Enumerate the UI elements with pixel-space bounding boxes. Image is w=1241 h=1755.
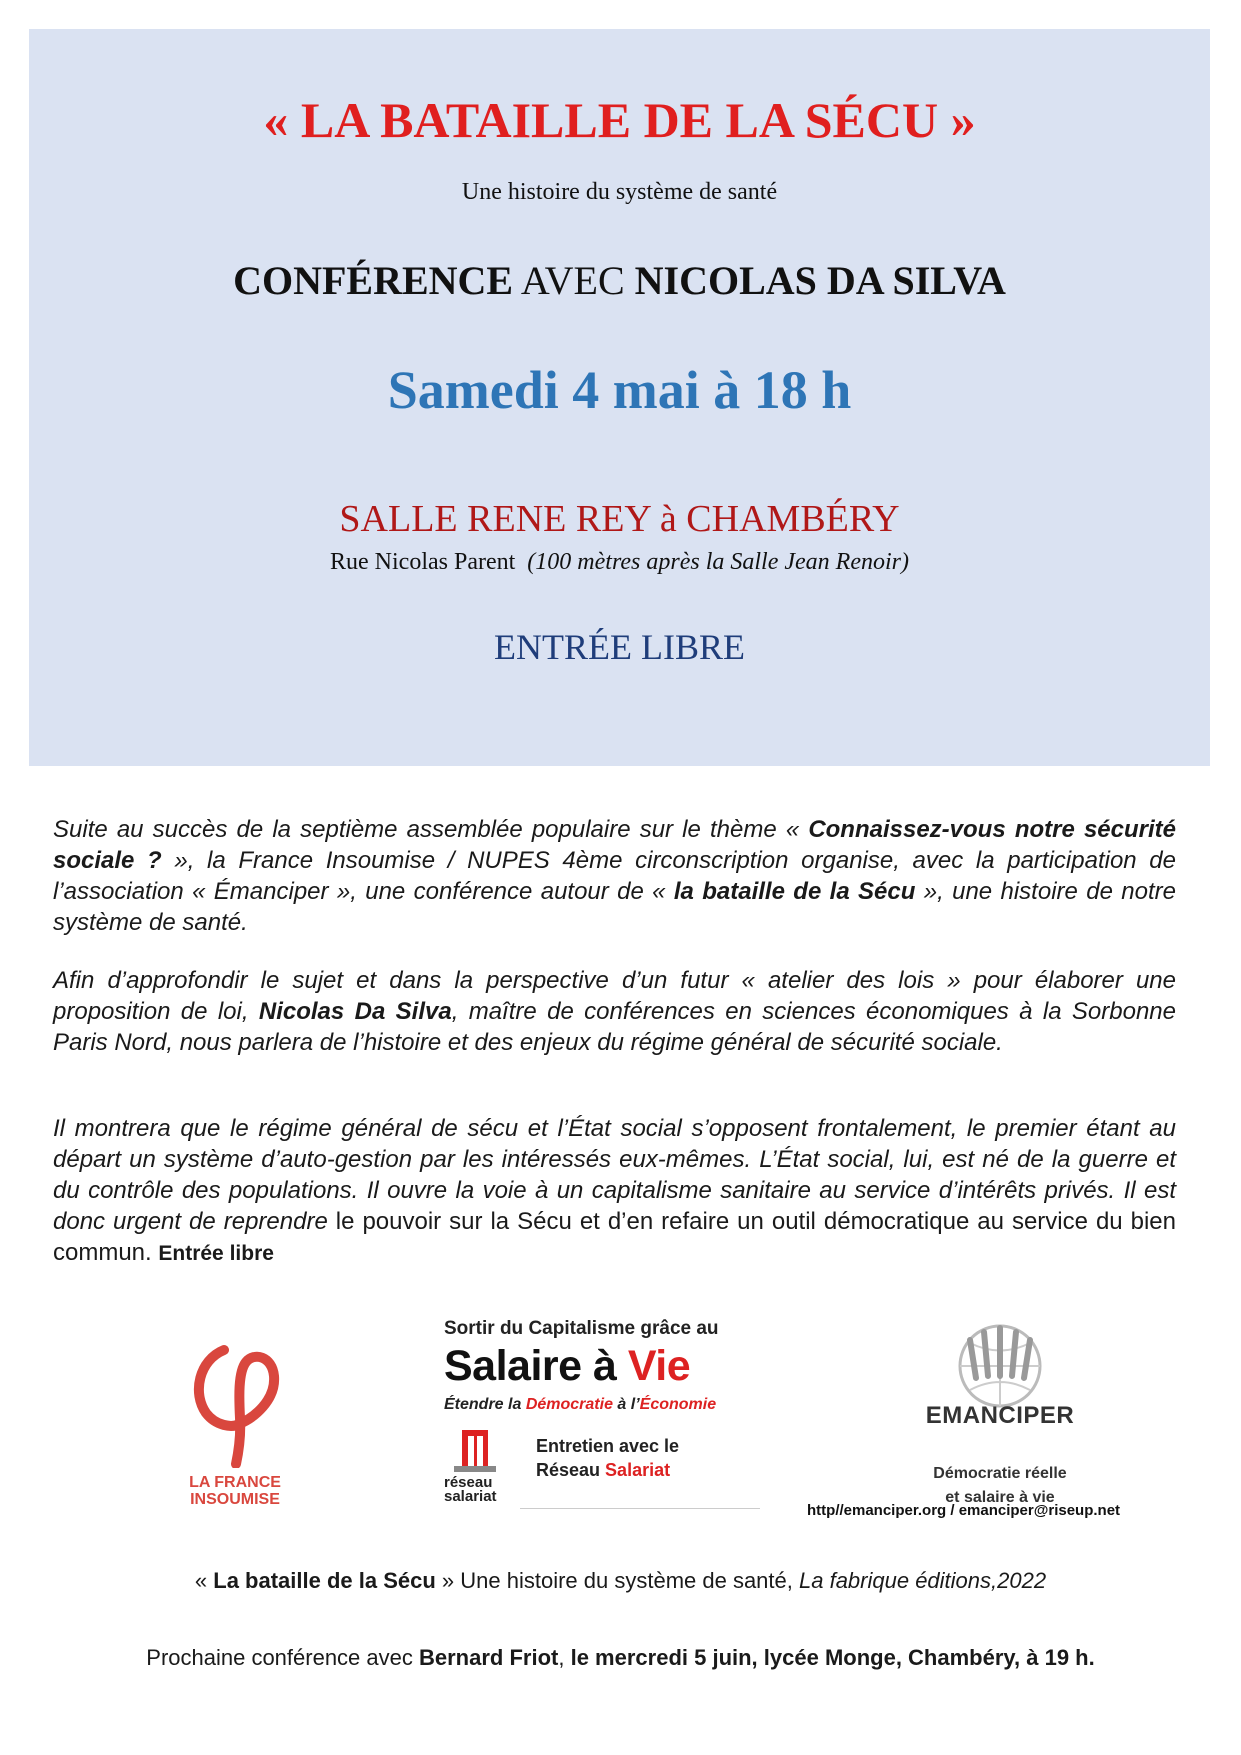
p1-bold-b: Connaissez-vous notre sécurité sociale ? xyxy=(53,816,1177,874)
reseau-salariat-text xyxy=(444,1476,497,1504)
p2-text-c: , maître de conférences en sciences économiques à la Sorbonne Paris Nord, nous parlera de l’histoire et des enjeux du régime général de sécurité sociale. xyxy=(53,998,1176,1056)
emanciper-contact: http//emanciper.org / emanciper@riseup.net xyxy=(807,1502,1121,1519)
p3-text-a: Il montrera que le régime général de sécu et l’État social s’opposent frontalement, le premier étant au départ un système d’auto-gestion par les intéressés eux-mêmes. L’État social, lui, est né de la guerre et du contrôle des populations. Il ouvre la voie à un capitalisme sanitaire au service d’intérêts privés. Il est donc urgent de reprendre xyxy=(53,1115,1176,1235)
event-date: Samedi 4 mai à 18 h xyxy=(387,360,852,420)
vie-word: Vie xyxy=(627,1342,691,1390)
lfi-line2: INSOUMISE xyxy=(190,1491,280,1508)
avec-word: AVEC xyxy=(513,258,635,303)
emanciper-name: EMANCIPER xyxy=(925,1402,1075,1429)
reseau-salariat-badge xyxy=(444,1426,514,1516)
reseau-word: Réseau xyxy=(536,1460,606,1480)
line3-b: Démocratie xyxy=(525,1396,613,1413)
next-a: Prochaine conférence avec xyxy=(146,1645,419,1670)
rs-line1: réseau xyxy=(444,1474,493,1491)
paragraph-intro xyxy=(53,814,1176,938)
p1-text-a: Suite au succès de la septième assemblée populaire sur le thème « xyxy=(53,816,809,843)
entry-notice: ENTRÉE LIBRE xyxy=(494,627,745,667)
divider xyxy=(520,1508,760,1509)
next-conference xyxy=(0,1645,1241,1671)
salaire-line2 xyxy=(444,1342,690,1391)
event-address xyxy=(29,549,1210,576)
tag-line2: et salaire à vie xyxy=(945,1489,1055,1506)
conference-speaker-line xyxy=(29,257,1210,304)
salaire-word: Salaire à xyxy=(444,1342,628,1390)
line3-c: à l’ xyxy=(612,1396,640,1413)
p1-text-e: », une histoire de notre système de santé. xyxy=(53,878,1176,936)
reseau-line xyxy=(536,1458,679,1482)
p2-text-a: Afin d’approfondir le sujet et dans la perspective d’un futur « atelier des lois » pour élaborer une proposition de loi, xyxy=(53,967,1176,1025)
p3-entry-libre: Entrée libre xyxy=(158,1242,274,1265)
conference-word: CONFÉRENCE xyxy=(233,258,514,303)
salaire-line3 xyxy=(444,1396,716,1414)
poster-title: « LA BATAILLE DE LA SÉCU » xyxy=(263,92,976,148)
header-panel xyxy=(29,29,1210,766)
lfi-logo xyxy=(170,1338,315,1513)
salaire-a-vie-logo xyxy=(440,1318,770,1528)
tag-line1: Démocratie réelle xyxy=(933,1465,1067,1482)
speaker-name: NICOLAS DA SILVA xyxy=(634,258,1006,303)
p2-bold-b: Nicolas Da Silva xyxy=(258,998,452,1025)
emanciper-logo xyxy=(880,1318,1120,1518)
p3-text-b: le pouvoir sur la Sécu et d’en refaire un outil démocratique au service du bien commun. xyxy=(53,1208,1177,1266)
address-street: Rue Nicolas Parent xyxy=(330,549,516,575)
phi-icon xyxy=(184,1338,294,1468)
ref-book-title: La bataille de la Sécu xyxy=(213,1568,436,1593)
paragraph-thesis xyxy=(53,1113,1176,1269)
next-details: le mercredi 5 juin, lycée Monge, Chambéry, à 19 h. xyxy=(570,1645,1095,1670)
entretien-line: Entretien avec le xyxy=(536,1436,680,1456)
ref-publisher: La fabrique éditions,2022 xyxy=(799,1568,1047,1593)
hands-globe-icon xyxy=(930,1318,1070,1408)
event-venue: SALLE RENE REY à CHAMBÉRY xyxy=(339,498,900,540)
paragraph-speaker xyxy=(53,965,1176,1058)
line3-d: Économie xyxy=(639,1396,717,1413)
rs-line2: salariat xyxy=(444,1488,497,1505)
book-reference xyxy=(0,1568,1241,1594)
address-note: (100 mètres après la Salle Jean Renoir) xyxy=(527,549,909,575)
p1-text-c: », la France Insoumise / NUPES 4ème circonscription organise, avec la participation de l’association « Émanciper », une conférence autour de « xyxy=(53,847,1176,905)
salaire-line1: Sortir du Capitalisme grâce au xyxy=(444,1318,719,1339)
p1-bold-d: la bataille de la Sécu xyxy=(673,878,916,905)
salariat-word: Salariat xyxy=(605,1460,671,1480)
poster-subtitle: Une histoire du système de santé xyxy=(461,179,778,205)
next-speaker: Bernard Friot xyxy=(419,1645,559,1670)
ref-a: « xyxy=(194,1568,214,1593)
lfi-wordmark xyxy=(170,1474,300,1508)
salaire-line4 xyxy=(536,1434,679,1482)
next-c: , xyxy=(558,1645,571,1670)
ref-c: » Une histoire du système de santé, xyxy=(435,1568,799,1593)
lfi-line1: LA FRANCE xyxy=(189,1474,281,1491)
reseau-salariat-icon xyxy=(444,1426,504,1476)
line3-a: Étendre la xyxy=(444,1396,526,1413)
